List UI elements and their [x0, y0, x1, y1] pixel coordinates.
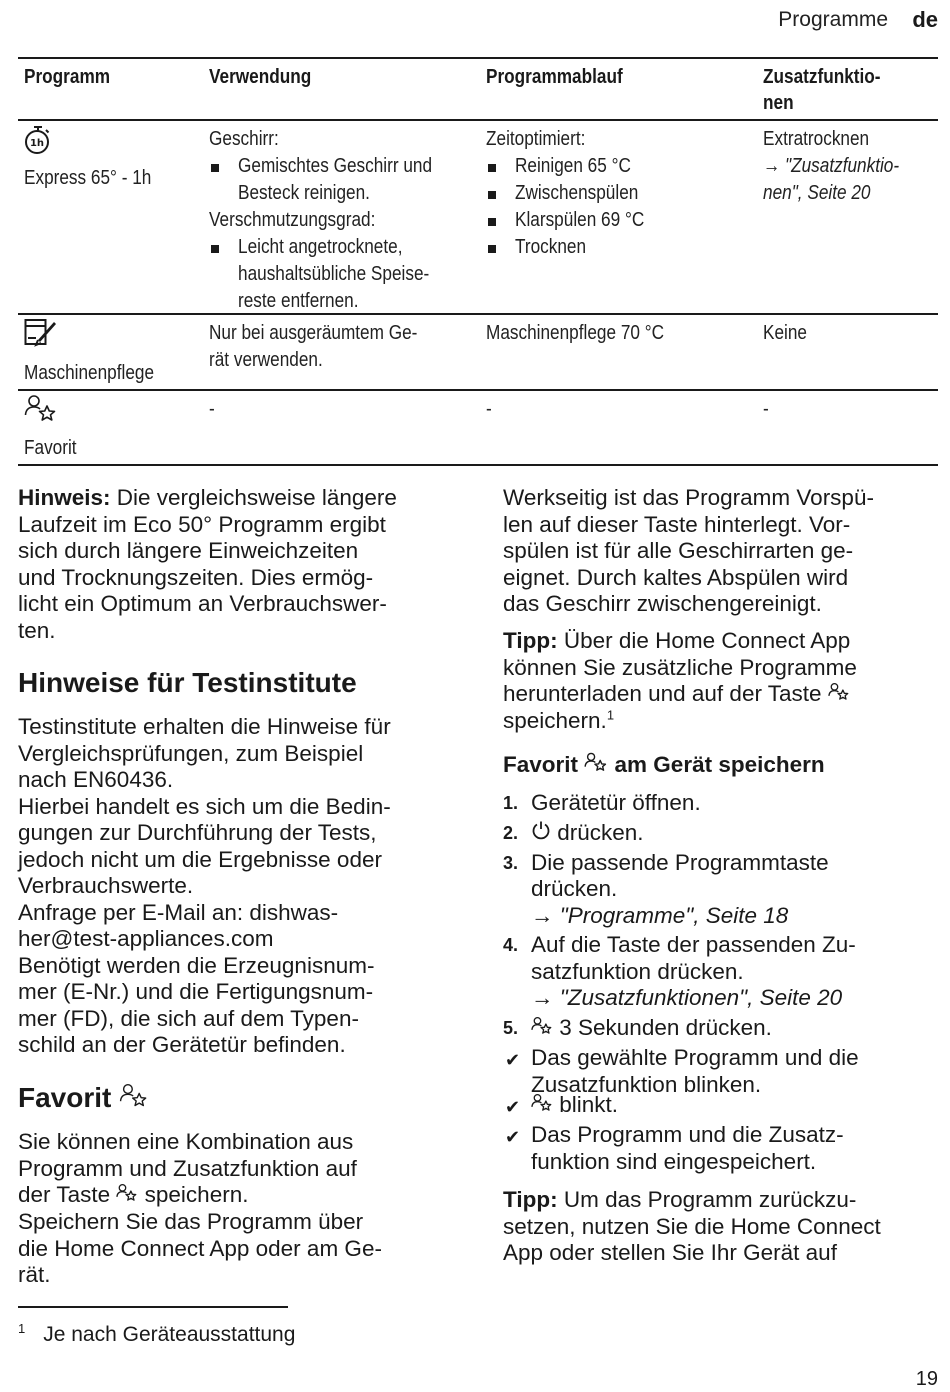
heading-save-favorit: Favorit am Gerät speichern	[503, 751, 825, 780]
favorite-icon	[116, 1183, 138, 1210]
col-header-programm: Programm	[24, 66, 111, 88]
test-institutes-text: Testinstitute erhalten die Hinweise für Vergleichsprüfungen, zum Beispiel nach EN60436. Hierbei handelt es sich um die Bedin- gungen zur Durchführung der Tests, jedoch nicht um die Ergebnisse oder Verbrauchswerte. Anfrage per E-Mail an: dishwas- her@test-appliances.com Benötigt werden die Erzeugnisnum- mer (E-Nr.) und die Fertigungsnum- mer (FD), die sich auf dem Typen- schild an der Gerätetür befinden.	[18, 714, 391, 1057]
program-name-maschinenpflege: Maschinenpflege	[24, 362, 155, 384]
list-item: ✔ Das Programm und die Zusatz- funktion sind eingespeichert.	[505, 1122, 844, 1174]
cross-reference-link[interactable]: → "Programme", Seite 18	[531, 902, 789, 928]
footnote-ref: 1	[606, 707, 615, 723]
right-column	[503, 485, 943, 618]
footnote: $^1$ Je nach Geräteausstattung	[18, 1321, 296, 1346]
timer-1h-icon	[24, 124, 52, 161]
favorite-icon	[584, 752, 608, 780]
list-item: 1. Gerätetür öffnen.	[503, 790, 701, 815]
table-bottom-rule	[18, 464, 938, 466]
extras-favorit: -	[763, 398, 769, 420]
machine-care-icon	[24, 318, 58, 353]
favorite-icon	[531, 1016, 553, 1043]
cross-reference-link[interactable]: → "Zusatzfunktionen", Seite 20	[531, 985, 843, 1011]
list-item: ✔ Das gewählte Programm und die Zusatzfunktion blinken.	[505, 1045, 859, 1097]
favorite-icon	[828, 682, 850, 709]
col-header-zusatzfunktionen: Zusatzfunktio- nen	[763, 66, 881, 114]
tip2-paragraph: Tipp: Um das Programm zurückzu- setzen, nutzen Sie die Home Connect App oder stellen Sie Ihr Gerät auf	[503, 1187, 881, 1265]
tip-paragraph: Tipp: Über die Home Connect App können Sie zusätzliche Programme herunterladen und auf der Taste speichern.$^1$	[503, 628, 857, 734]
email-link[interactable]: her@test-appliances.com	[18, 926, 274, 951]
list-item: Trocknen	[486, 234, 751, 261]
left-column	[18, 485, 463, 644]
list-item: 5. 3 Sekunden drücken.	[503, 1015, 943, 1042]
usage-maschinenpflege: Nur bei ausgeräumtem Ge- rät verwenden.	[209, 322, 418, 371]
list-item: Reinigen 65 °C	[486, 153, 751, 180]
extras-maschinenpflege: Keine	[763, 322, 807, 344]
favorite-icon	[531, 1093, 553, 1120]
col-header-verwendung: Verwendung	[209, 66, 312, 88]
footnote-rule	[18, 1306, 288, 1308]
power-icon	[531, 820, 551, 847]
check-icon: ✔	[505, 1050, 521, 1071]
flow-favorit: -	[486, 398, 492, 420]
list-item: 4. Auf die Taste der passenden Zu- satzfunktion drücken. → "Zusatzfunktionen", Seite 20	[503, 932, 856, 1011]
list-item: Leicht angetrocknete, haushaltsübliche Speise- reste entfernen.	[209, 234, 474, 315]
usage-express: Geschirr: Gemischtes Geschirr und Besteck reinigen. Verschmutzungsgrad: Leicht angetrocknete, haushaltsübliche Speise- reste entfernen.	[209, 126, 474, 315]
flow-maschinenpflege: Maschinenpflege 70 °C	[486, 322, 665, 344]
table-header-rule	[18, 119, 938, 121]
list-item: Zwischenspülen	[486, 180, 751, 207]
list-item: Gemischtes Geschirr und Besteck reinigen.	[209, 153, 474, 207]
col-header-programmablauf: Programmablauf	[486, 66, 623, 88]
heading-favorit: Favorit	[18, 1081, 149, 1117]
list-item: 2. drücken.	[503, 820, 943, 847]
usage-favorit: -	[209, 398, 215, 420]
program-name-favorit: Favorit	[24, 437, 77, 459]
list-item: 3. Die passende Programmtaste drücken. → "Programme", Seite 18	[503, 849, 829, 928]
program-name-express: Express 65° - 1h	[24, 167, 152, 189]
extras-link[interactable]: → "Zusatzfunktio- nen", Seite 20	[763, 155, 900, 204]
steps-list	[503, 790, 943, 1175]
flow-express: Zeitoptimiert: Reinigen 65 °C Zwischenspülen Klarspülen 69 °C Trocknen	[486, 126, 751, 261]
svg-text:1h: 1h	[29, 138, 45, 149]
heading-test-institutes: Hinweise für Testinstitute	[18, 667, 357, 698]
favorite-icon	[119, 1083, 149, 1117]
favorit-text: Sie können eine Kombination aus Programm und Zusatzfunktion auf der Taste speichern. Speichern Sie das Programm über die Home Connect App oder am Ge- rät.	[18, 1129, 382, 1288]
check-icon: ✔	[505, 1127, 521, 1148]
check-icon: ✔	[505, 1097, 521, 1118]
list-item: ✔ blinkt.	[503, 1092, 943, 1119]
header-language: de	[912, 7, 938, 32]
header-section-title: Programme	[778, 8, 888, 31]
intro-paragraph: Werkseitig ist das Programm Vorspü- len auf dieser Taste hinterlegt. Vor- spülen ist für alle Geschirrarten ge- eignet. Durch kaltes Abspülen wird das Geschirr zwischengereinigt.	[503, 485, 874, 616]
extras-express: Extratrocknen → "Zusatzfunktio- nen", Seite 20	[763, 126, 921, 207]
page-number: 19	[915, 1368, 938, 1390]
table-row-rule	[18, 313, 938, 315]
header-rule	[18, 57, 938, 59]
table-row-rule	[18, 389, 938, 391]
hint-paragraph: Hinweis: Die vergleichsweise längere Laufzeit im Eco 50° Programm ergibt sich durch längere Einweichzeiten und Trocknungszeiten. Dies ermög- licht ein Optimum an Verbrauchswer- ten.	[18, 485, 397, 643]
list-item: Klarspülen 69 °C	[486, 207, 751, 234]
favorite-icon	[24, 394, 58, 429]
